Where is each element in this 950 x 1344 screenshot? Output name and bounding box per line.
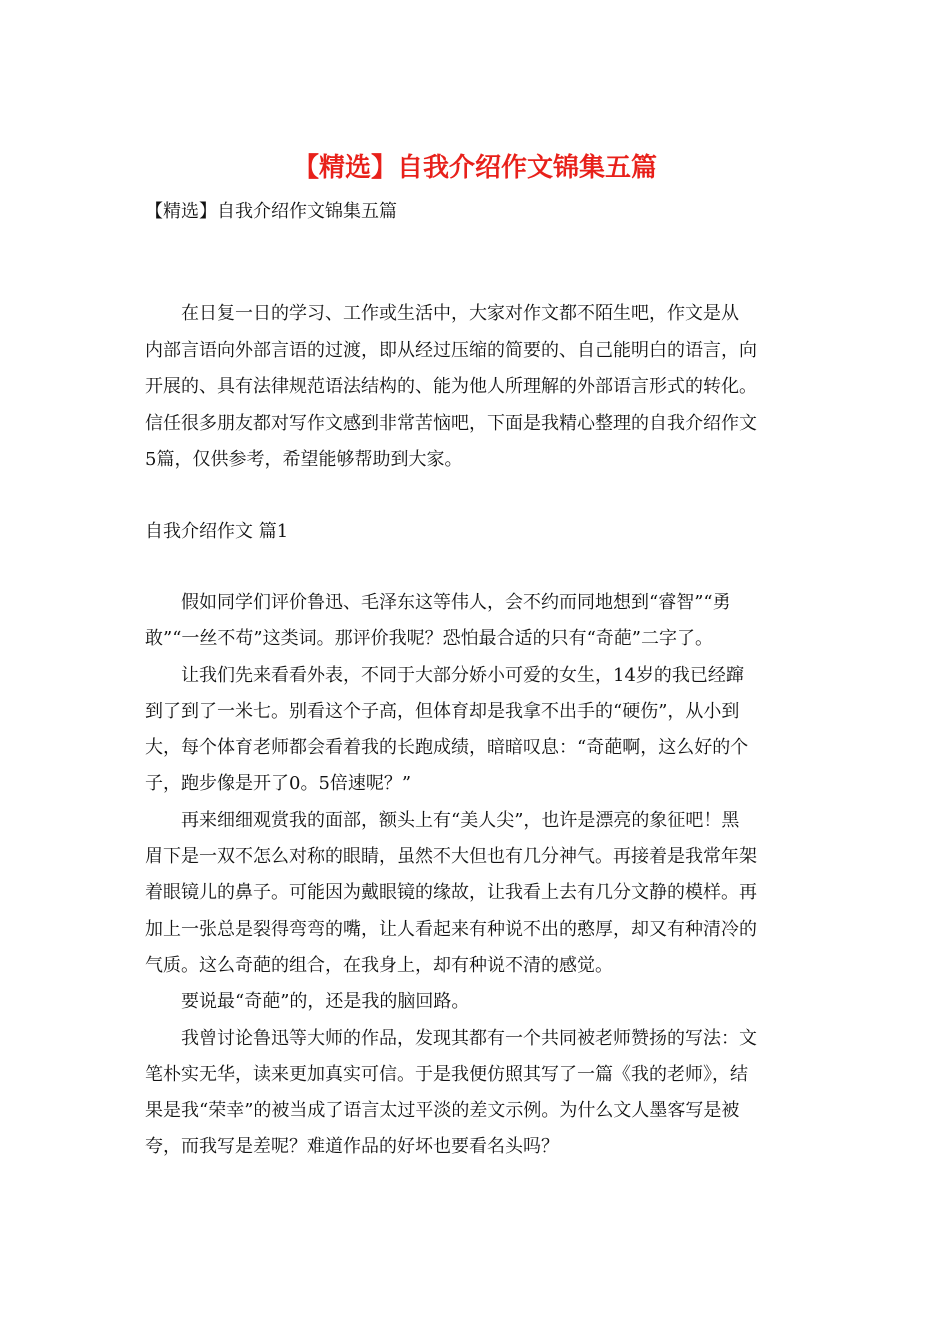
intro-line: 5篇，仅供参考，希望能够帮助到大家。 [145,449,463,471]
body-line: 果是我“荣幸”的被当成了语言太过平淡的差文示例。为什么文人墨客写是被 [145,1100,740,1122]
intro-line: 内部言语向外部言语的过渡，即从经过压缩的简要的、自己能明白的语言，向 [145,339,757,361]
body-line: 我曾讨论鲁迅等大师的作品，发现其都有一个共同被老师赞扬的写法：文 [145,1027,757,1049]
body-line: 着眼镜儿的鼻子。可能因为戴眼镜的缘故，让我看上去有几分文静的模样。再 [145,882,757,904]
body-line: 让我们先来看看外表，不同于大部分娇小可爱的女生，14岁的我已经蹿 [145,664,744,686]
body-line: 敢”“一丝不苟”这类词。那评价我呢？恐怕最合适的只有“奇葩”二字了。 [145,628,714,650]
body-line: 眉下是一双不怎么对称的眼睛，虽然不大但也有几分神气。再接着是我常年架 [145,846,757,868]
body-line: 到了到了一米七。别看这个子高，但体育却是我拿不出手的“硬伤”，从小到 [145,700,740,722]
body-line: 夸，而我写是差呢？难道作品的好坏也要看名头吗？ [145,1136,559,1158]
document-title: 【精选】自我介绍作文锦集五篇 [292,153,657,183]
body-line: 笔朴实无华，读来更加真实可信。于是我便仿照其写了一篇《我的老师》，结 [145,1063,748,1085]
body-line: 加上一张总是裂得弯弯的嘴，让人看起来有种说不出的憨厚，却又有种清冷的 [145,918,757,940]
body-line: 子，跑步像是开了0。5倍速呢？” [145,773,412,795]
body-line: 要说最“奇葩”的，还是我的脑回路。 [145,991,470,1013]
essay-body [145,585,807,1166]
document-subtitle: 【精选】自我介绍作文锦集五篇 [145,201,397,222]
intro-line: 在日复一日的学习、工作或生活中，大家对作文都不陌生吧，作文是从 [145,303,739,324]
body-line: 再来细细观赏我的面部，额头上有“美人尖”，也许是漂亮的象征吧！黑 [145,809,740,831]
section-heading: 自我介绍作文 篇1 [145,521,289,542]
body-line: 假如同学们评价鲁迅、毛泽东这等伟人，会不约而同地想到“睿智”“勇 [145,592,731,613]
intro-paragraph [145,296,805,479]
intro-line: 开展的、具有法律规范语法结构的、能为他人所理解的外部语言形式的转化。 [145,376,757,398]
body-line: 气质。这么奇葩的组合，在我身上，却有种说不清的感觉。 [145,954,613,976]
body-line: 大，每个体育老师都会看着我的长跑成绩，暗暗叹息：“奇葩啊，这么好的个 [145,737,749,759]
intro-line: 信任很多朋友都对写作文感到非常苦恼吧，下面是我精心整理的自我介绍作文 [145,412,757,434]
